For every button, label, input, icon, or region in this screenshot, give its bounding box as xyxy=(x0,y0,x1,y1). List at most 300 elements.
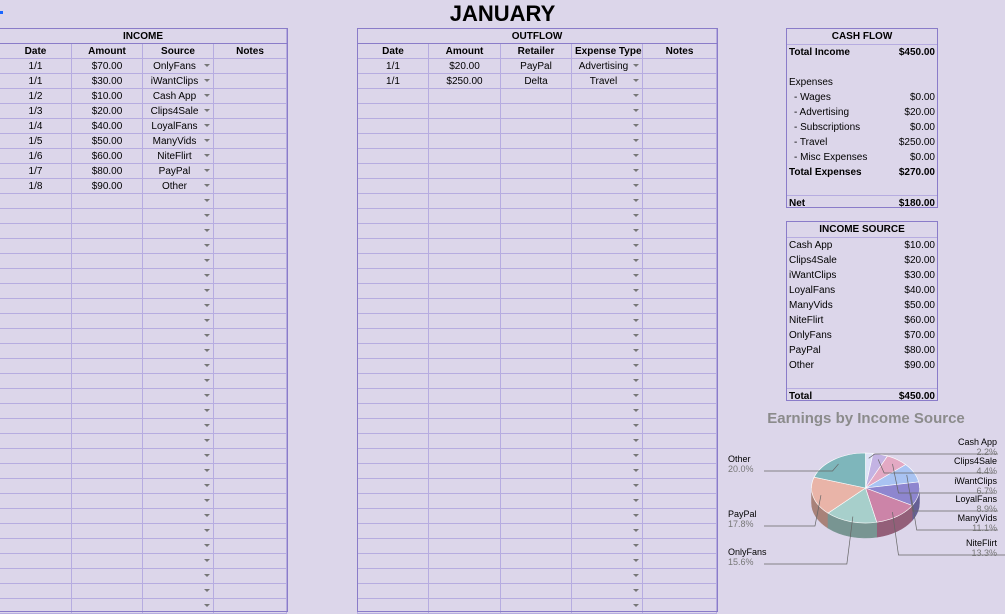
outflow-notes-cell[interactable] xyxy=(643,524,717,539)
outflow-amount-cell[interactable] xyxy=(429,494,501,509)
income-date-cell[interactable]: 1/6 xyxy=(0,149,72,164)
outflow-notes-cell[interactable] xyxy=(643,554,717,569)
chevron-down-icon[interactable] xyxy=(204,304,210,307)
outflow-retailer-cell[interactable] xyxy=(501,314,572,329)
outflow-notes-cell[interactable] xyxy=(643,434,717,449)
income-notes-cell[interactable] xyxy=(214,509,287,524)
income-notes-cell[interactable] xyxy=(214,404,287,419)
income-source-dropdown[interactable] xyxy=(143,509,214,524)
chevron-down-icon[interactable] xyxy=(204,319,210,322)
income-date-cell[interactable]: 1/8 xyxy=(0,179,72,194)
outflow-date-cell[interactable]: 1/1 xyxy=(358,59,429,74)
chevron-down-icon[interactable] xyxy=(204,94,210,97)
outflow-retailer-cell[interactable] xyxy=(501,359,572,374)
income-source-dropdown[interactable] xyxy=(143,104,214,119)
income-date-cell[interactable] xyxy=(0,314,72,329)
outflow-expense-type-dropdown[interactable] xyxy=(572,584,643,599)
income-notes-cell[interactable] xyxy=(214,239,287,254)
outflow-date-cell[interactable] xyxy=(358,434,429,449)
outflow-retailer-cell[interactable] xyxy=(501,539,572,554)
outflow-amount-cell[interactable] xyxy=(429,194,501,209)
income-source-dropdown[interactable] xyxy=(143,224,214,239)
outflow-date-cell[interactable]: 1/1 xyxy=(358,74,429,89)
outflow-notes-cell[interactable] xyxy=(643,539,717,554)
outflow-retailer-cell[interactable] xyxy=(501,164,572,179)
outflow-expense-type-dropdown[interactable] xyxy=(572,419,643,434)
income-notes-cell[interactable] xyxy=(214,164,287,179)
income-notes-cell[interactable] xyxy=(214,554,287,569)
outflow-notes-cell[interactable] xyxy=(643,284,717,299)
income-amount-cell[interactable] xyxy=(72,194,143,209)
outflow-retailer-cell[interactable] xyxy=(501,269,572,284)
chevron-down-icon[interactable] xyxy=(204,469,210,472)
outflow-notes-cell[interactable] xyxy=(643,74,717,89)
income-amount-cell[interactable] xyxy=(72,224,143,239)
income-source-dropdown[interactable] xyxy=(143,449,214,464)
chevron-down-icon[interactable] xyxy=(204,364,210,367)
chevron-down-icon[interactable] xyxy=(204,109,210,112)
income-notes-cell[interactable] xyxy=(214,569,287,584)
outflow-retailer-cell[interactable] xyxy=(501,224,572,239)
outflow-date-cell[interactable] xyxy=(358,494,429,509)
outflow-expense-type-dropdown[interactable] xyxy=(572,239,643,254)
chevron-down-icon[interactable] xyxy=(204,229,210,232)
outflow-notes-cell[interactable] xyxy=(643,509,717,524)
chevron-down-icon[interactable] xyxy=(204,394,210,397)
income-date-cell[interactable] xyxy=(0,509,72,524)
income-date-cell[interactable] xyxy=(0,494,72,509)
chevron-down-icon[interactable] xyxy=(633,214,639,217)
outflow-amount-cell[interactable] xyxy=(429,164,501,179)
chevron-down-icon[interactable] xyxy=(633,64,639,67)
income-date-cell[interactable]: 1/1 xyxy=(0,74,72,89)
outflow-retailer-cell[interactable] xyxy=(501,209,572,224)
chevron-down-icon[interactable] xyxy=(204,199,210,202)
income-notes-cell[interactable] xyxy=(214,104,287,119)
chevron-down-icon[interactable] xyxy=(633,574,639,577)
outflow-expense-type-dropdown[interactable] xyxy=(572,464,643,479)
income-notes-cell[interactable] xyxy=(214,314,287,329)
income-amount-cell[interactable] xyxy=(72,554,143,569)
income-source-dropdown[interactable] xyxy=(143,89,214,104)
chevron-down-icon[interactable] xyxy=(204,349,210,352)
outflow-retailer-cell[interactable] xyxy=(501,389,572,404)
income-amount-cell[interactable] xyxy=(72,569,143,584)
income-notes-cell[interactable] xyxy=(214,74,287,89)
outflow-expense-type-dropdown[interactable] xyxy=(572,344,643,359)
outflow-amount-cell[interactable] xyxy=(429,479,501,494)
chevron-down-icon[interactable] xyxy=(633,454,639,457)
income-amount-cell[interactable] xyxy=(72,374,143,389)
income-notes-cell[interactable] xyxy=(214,359,287,374)
chevron-down-icon[interactable] xyxy=(204,289,210,292)
income-source-dropdown[interactable] xyxy=(143,299,214,314)
outflow-amount-cell[interactable] xyxy=(429,224,501,239)
income-amount-cell[interactable] xyxy=(72,449,143,464)
income-date-cell[interactable]: 1/4 xyxy=(0,119,72,134)
outflow-expense-type-dropdown[interactable] xyxy=(572,569,643,584)
outflow-date-cell[interactable] xyxy=(358,359,429,374)
income-notes-cell[interactable] xyxy=(214,464,287,479)
outflow-notes-cell[interactable] xyxy=(643,404,717,419)
income-notes-cell[interactable] xyxy=(214,59,287,74)
income-notes-cell[interactable] xyxy=(214,89,287,104)
chevron-down-icon[interactable] xyxy=(633,304,639,307)
outflow-expense-type-dropdown[interactable] xyxy=(572,149,643,164)
income-source-dropdown[interactable] xyxy=(143,59,214,74)
outflow-retailer-cell[interactable] xyxy=(501,494,572,509)
outflow-date-cell[interactable] xyxy=(358,284,429,299)
income-date-cell[interactable] xyxy=(0,404,72,419)
outflow-retailer-cell[interactable] xyxy=(501,404,572,419)
income-notes-cell[interactable] xyxy=(214,584,287,599)
outflow-amount-cell[interactable] xyxy=(429,329,501,344)
outflow-date-cell[interactable] xyxy=(358,584,429,599)
income-date-cell[interactable] xyxy=(0,209,72,224)
income-amount-cell[interactable] xyxy=(72,284,143,299)
outflow-date-cell[interactable] xyxy=(358,344,429,359)
outflow-notes-cell[interactable] xyxy=(643,269,717,284)
income-source-dropdown[interactable] xyxy=(143,554,214,569)
outflow-notes-cell[interactable] xyxy=(643,224,717,239)
outflow-amount-cell[interactable] xyxy=(429,284,501,299)
income-amount-cell[interactable] xyxy=(72,479,143,494)
chevron-down-icon[interactable] xyxy=(633,319,639,322)
outflow-expense-type-dropdown[interactable] xyxy=(572,509,643,524)
chevron-down-icon[interactable] xyxy=(633,544,639,547)
outflow-notes-cell[interactable] xyxy=(643,299,717,314)
outflow-amount-cell[interactable] xyxy=(429,314,501,329)
outflow-expense-type-dropdown[interactable] xyxy=(572,224,643,239)
chevron-down-icon[interactable] xyxy=(204,604,210,607)
outflow-notes-cell[interactable] xyxy=(643,359,717,374)
outflow-retailer-cell[interactable] xyxy=(501,449,572,464)
outflow-amount-cell[interactable] xyxy=(429,359,501,374)
chevron-down-icon[interactable] xyxy=(204,274,210,277)
outflow-retailer-cell[interactable] xyxy=(501,254,572,269)
outflow-date-cell[interactable] xyxy=(358,329,429,344)
outflow-amount-cell[interactable] xyxy=(429,179,501,194)
outflow-amount-cell[interactable] xyxy=(429,344,501,359)
income-notes-cell[interactable] xyxy=(214,419,287,434)
outflow-expense-type-dropdown[interactable] xyxy=(572,449,643,464)
income-source-dropdown[interactable] xyxy=(143,119,214,134)
chevron-down-icon[interactable] xyxy=(633,94,639,97)
chevron-down-icon[interactable] xyxy=(204,64,210,67)
outflow-date-cell[interactable] xyxy=(358,539,429,554)
outflow-amount-cell[interactable] xyxy=(429,509,501,524)
outflow-notes-cell[interactable] xyxy=(643,479,717,494)
income-source-dropdown[interactable] xyxy=(143,419,214,434)
outflow-notes-cell[interactable] xyxy=(643,134,717,149)
income-amount-cell[interactable] xyxy=(72,359,143,374)
outflow-date-cell[interactable] xyxy=(358,254,429,269)
chevron-down-icon[interactable] xyxy=(633,604,639,607)
income-source-dropdown[interactable] xyxy=(143,344,214,359)
income-source-dropdown[interactable] xyxy=(143,269,214,284)
income-notes-cell[interactable] xyxy=(214,344,287,359)
income-source-dropdown[interactable] xyxy=(143,359,214,374)
income-source-dropdown[interactable] xyxy=(143,194,214,209)
outflow-date-cell[interactable] xyxy=(358,239,429,254)
chevron-down-icon[interactable] xyxy=(633,439,639,442)
outflow-date-cell[interactable] xyxy=(358,209,429,224)
outflow-amount-cell[interactable] xyxy=(429,569,501,584)
income-source-dropdown[interactable] xyxy=(143,209,214,224)
outflow-amount-cell[interactable] xyxy=(429,299,501,314)
outflow-date-cell[interactable] xyxy=(358,119,429,134)
income-notes-cell[interactable] xyxy=(214,479,287,494)
income-notes-cell[interactable] xyxy=(214,449,287,464)
outflow-amount-cell[interactable] xyxy=(429,149,501,164)
income-date-cell[interactable] xyxy=(0,284,72,299)
income-amount-cell[interactable] xyxy=(72,299,143,314)
outflow-retailer-cell[interactable] xyxy=(501,569,572,584)
income-source-dropdown[interactable] xyxy=(143,464,214,479)
outflow-expense-type-dropdown[interactable] xyxy=(572,359,643,374)
income-amount-cell[interactable] xyxy=(72,344,143,359)
income-date-cell[interactable]: 1/1 xyxy=(0,59,72,74)
outflow-notes-cell[interactable] xyxy=(643,464,717,479)
income-notes-cell[interactable] xyxy=(214,194,287,209)
outflow-date-cell[interactable] xyxy=(358,389,429,404)
income-notes-cell[interactable] xyxy=(214,539,287,554)
income-amount-cell[interactable] xyxy=(72,584,143,599)
outflow-date-cell[interactable] xyxy=(358,524,429,539)
outflow-retailer-cell[interactable] xyxy=(501,374,572,389)
outflow-amount-cell[interactable] xyxy=(429,404,501,419)
chevron-down-icon[interactable] xyxy=(633,514,639,517)
outflow-date-cell[interactable] xyxy=(358,89,429,104)
outflow-date-cell[interactable] xyxy=(358,179,429,194)
income-notes-cell[interactable] xyxy=(214,599,287,614)
outflow-amount-cell[interactable] xyxy=(429,524,501,539)
outflow-notes-cell[interactable] xyxy=(643,209,717,224)
income-amount-cell[interactable] xyxy=(72,509,143,524)
outflow-notes-cell[interactable] xyxy=(643,239,717,254)
chevron-down-icon[interactable] xyxy=(633,334,639,337)
outflow-date-cell[interactable] xyxy=(358,479,429,494)
outflow-amount-cell[interactable] xyxy=(429,419,501,434)
outflow-retailer-cell[interactable] xyxy=(501,239,572,254)
income-date-cell[interactable] xyxy=(0,419,72,434)
chevron-down-icon[interactable] xyxy=(633,409,639,412)
income-source-dropdown[interactable] xyxy=(143,584,214,599)
chevron-down-icon[interactable] xyxy=(633,274,639,277)
outflow-amount-cell[interactable] xyxy=(429,104,501,119)
income-date-cell[interactable] xyxy=(0,389,72,404)
outflow-expense-type-dropdown[interactable] xyxy=(572,299,643,314)
outflow-retailer-cell[interactable] xyxy=(501,419,572,434)
outflow-retailer-cell[interactable]: PayPal xyxy=(501,59,572,74)
outflow-retailer-cell[interactable] xyxy=(501,89,572,104)
outflow-expense-type-dropdown[interactable] xyxy=(572,104,643,119)
income-source-dropdown[interactable] xyxy=(143,569,214,584)
outflow-notes-cell[interactable] xyxy=(643,194,717,209)
income-notes-cell[interactable] xyxy=(214,374,287,389)
income-date-cell[interactable] xyxy=(0,254,72,269)
outflow-amount-cell[interactable]: $20.00 xyxy=(429,59,501,74)
outflow-retailer-cell[interactable] xyxy=(501,329,572,344)
income-date-cell[interactable]: 1/3 xyxy=(0,104,72,119)
income-date-cell[interactable] xyxy=(0,194,72,209)
income-source-dropdown[interactable] xyxy=(143,74,214,89)
income-amount-cell[interactable]: $40.00 xyxy=(72,119,143,134)
income-source-dropdown[interactable] xyxy=(143,389,214,404)
outflow-notes-cell[interactable] xyxy=(643,89,717,104)
income-source-dropdown[interactable] xyxy=(143,434,214,449)
outflow-amount-cell[interactable] xyxy=(429,269,501,284)
outflow-retailer-cell[interactable] xyxy=(501,104,572,119)
chevron-down-icon[interactable] xyxy=(633,199,639,202)
income-date-cell[interactable] xyxy=(0,569,72,584)
outflow-retailer-cell[interactable]: Delta xyxy=(501,74,572,89)
income-date-cell[interactable] xyxy=(0,329,72,344)
income-amount-cell[interactable] xyxy=(72,434,143,449)
outflow-expense-type-dropdown[interactable] xyxy=(572,404,643,419)
chevron-down-icon[interactable] xyxy=(204,184,210,187)
income-source-dropdown[interactable] xyxy=(143,599,214,614)
chevron-down-icon[interactable] xyxy=(204,79,210,82)
income-date-cell[interactable]: 1/7 xyxy=(0,164,72,179)
outflow-notes-cell[interactable] xyxy=(643,179,717,194)
income-source-dropdown[interactable] xyxy=(143,179,214,194)
income-date-cell[interactable] xyxy=(0,539,72,554)
outflow-date-cell[interactable] xyxy=(358,449,429,464)
outflow-expense-type-dropdown[interactable] xyxy=(572,209,643,224)
income-date-cell[interactable] xyxy=(0,359,72,374)
chevron-down-icon[interactable] xyxy=(204,379,210,382)
outflow-expense-type-dropdown[interactable] xyxy=(572,164,643,179)
outflow-date-cell[interactable] xyxy=(358,419,429,434)
outflow-date-cell[interactable] xyxy=(358,224,429,239)
income-source-dropdown[interactable] xyxy=(143,539,214,554)
chevron-down-icon[interactable] xyxy=(204,559,210,562)
income-amount-cell[interactable] xyxy=(72,494,143,509)
chevron-down-icon[interactable] xyxy=(633,424,639,427)
chevron-down-icon[interactable] xyxy=(633,259,639,262)
income-date-cell[interactable] xyxy=(0,269,72,284)
chevron-down-icon[interactable] xyxy=(633,169,639,172)
outflow-retailer-cell[interactable] xyxy=(501,284,572,299)
income-amount-cell[interactable]: $60.00 xyxy=(72,149,143,164)
outflow-amount-cell[interactable] xyxy=(429,134,501,149)
outflow-amount-cell[interactable] xyxy=(429,254,501,269)
outflow-expense-type-dropdown[interactable] xyxy=(572,599,643,614)
chevron-down-icon[interactable] xyxy=(204,409,210,412)
income-source-dropdown[interactable] xyxy=(143,524,214,539)
outflow-date-cell[interactable] xyxy=(358,599,429,614)
outflow-date-cell[interactable] xyxy=(358,149,429,164)
chevron-down-icon[interactable] xyxy=(633,229,639,232)
chevron-down-icon[interactable] xyxy=(204,454,210,457)
outflow-expense-type-dropdown[interactable] xyxy=(572,524,643,539)
outflow-retailer-cell[interactable] xyxy=(501,524,572,539)
chevron-down-icon[interactable] xyxy=(204,154,210,157)
income-amount-cell[interactable] xyxy=(72,464,143,479)
outflow-notes-cell[interactable] xyxy=(643,254,717,269)
income-notes-cell[interactable] xyxy=(214,329,287,344)
outflow-retailer-cell[interactable] xyxy=(501,134,572,149)
income-amount-cell[interactable] xyxy=(72,419,143,434)
income-amount-cell[interactable] xyxy=(72,239,143,254)
outflow-expense-type-dropdown[interactable] xyxy=(572,89,643,104)
outflow-date-cell[interactable] xyxy=(358,374,429,389)
outflow-amount-cell[interactable] xyxy=(429,449,501,464)
outflow-retailer-cell[interactable] xyxy=(501,434,572,449)
chevron-down-icon[interactable] xyxy=(204,244,210,247)
outflow-notes-cell[interactable] xyxy=(643,494,717,509)
outflow-date-cell[interactable] xyxy=(358,554,429,569)
chevron-down-icon[interactable] xyxy=(204,214,210,217)
chevron-down-icon[interactable] xyxy=(204,574,210,577)
outflow-amount-cell[interactable] xyxy=(429,464,501,479)
chevron-down-icon[interactable] xyxy=(633,499,639,502)
chevron-down-icon[interactable] xyxy=(633,124,639,127)
outflow-date-cell[interactable] xyxy=(358,269,429,284)
chevron-down-icon[interactable] xyxy=(633,109,639,112)
income-date-cell[interactable] xyxy=(0,374,72,389)
chevron-down-icon[interactable] xyxy=(204,514,210,517)
outflow-amount-cell[interactable] xyxy=(429,434,501,449)
chevron-down-icon[interactable] xyxy=(633,154,639,157)
income-amount-cell[interactable]: $10.00 xyxy=(72,89,143,104)
outflow-expense-type-dropdown[interactable] xyxy=(572,329,643,344)
income-amount-cell[interactable] xyxy=(72,599,143,614)
outflow-expense-type-dropdown[interactable] xyxy=(572,254,643,269)
outflow-notes-cell[interactable] xyxy=(643,389,717,404)
outflow-notes-cell[interactable] xyxy=(643,329,717,344)
outflow-expense-type-dropdown[interactable] xyxy=(572,434,643,449)
chevron-down-icon[interactable] xyxy=(633,484,639,487)
chevron-down-icon[interactable] xyxy=(633,349,639,352)
outflow-retailer-cell[interactable] xyxy=(501,194,572,209)
income-source-dropdown[interactable] xyxy=(143,404,214,419)
outflow-retailer-cell[interactable] xyxy=(501,554,572,569)
outflow-date-cell[interactable] xyxy=(358,404,429,419)
income-source-dropdown[interactable] xyxy=(143,134,214,149)
income-amount-cell[interactable] xyxy=(72,389,143,404)
income-source-dropdown[interactable] xyxy=(143,254,214,269)
income-date-cell[interactable] xyxy=(0,464,72,479)
income-notes-cell[interactable] xyxy=(214,209,287,224)
income-date-cell[interactable] xyxy=(0,584,72,599)
outflow-amount-cell[interactable] xyxy=(429,389,501,404)
outflow-expense-type-dropdown[interactable] xyxy=(572,374,643,389)
chevron-down-icon[interactable] xyxy=(633,139,639,142)
income-notes-cell[interactable] xyxy=(214,299,287,314)
outflow-date-cell[interactable] xyxy=(358,509,429,524)
outflow-retailer-cell[interactable] xyxy=(501,584,572,599)
income-source-dropdown[interactable] xyxy=(143,239,214,254)
outflow-date-cell[interactable] xyxy=(358,464,429,479)
chevron-down-icon[interactable] xyxy=(633,379,639,382)
outflow-expense-type-dropdown[interactable] xyxy=(572,389,643,404)
outflow-expense-type-dropdown[interactable] xyxy=(572,269,643,284)
income-amount-cell[interactable] xyxy=(72,254,143,269)
income-date-cell[interactable]: 1/5 xyxy=(0,134,72,149)
income-date-cell[interactable] xyxy=(0,449,72,464)
chevron-down-icon[interactable] xyxy=(204,589,210,592)
income-source-dropdown[interactable] xyxy=(143,149,214,164)
outflow-notes-cell[interactable] xyxy=(643,119,717,134)
income-amount-cell[interactable]: $50.00 xyxy=(72,134,143,149)
income-notes-cell[interactable] xyxy=(214,284,287,299)
outflow-retailer-cell[interactable] xyxy=(501,509,572,524)
outflow-notes-cell[interactable] xyxy=(643,164,717,179)
income-source-dropdown[interactable] xyxy=(143,284,214,299)
chevron-down-icon[interactable] xyxy=(204,499,210,502)
